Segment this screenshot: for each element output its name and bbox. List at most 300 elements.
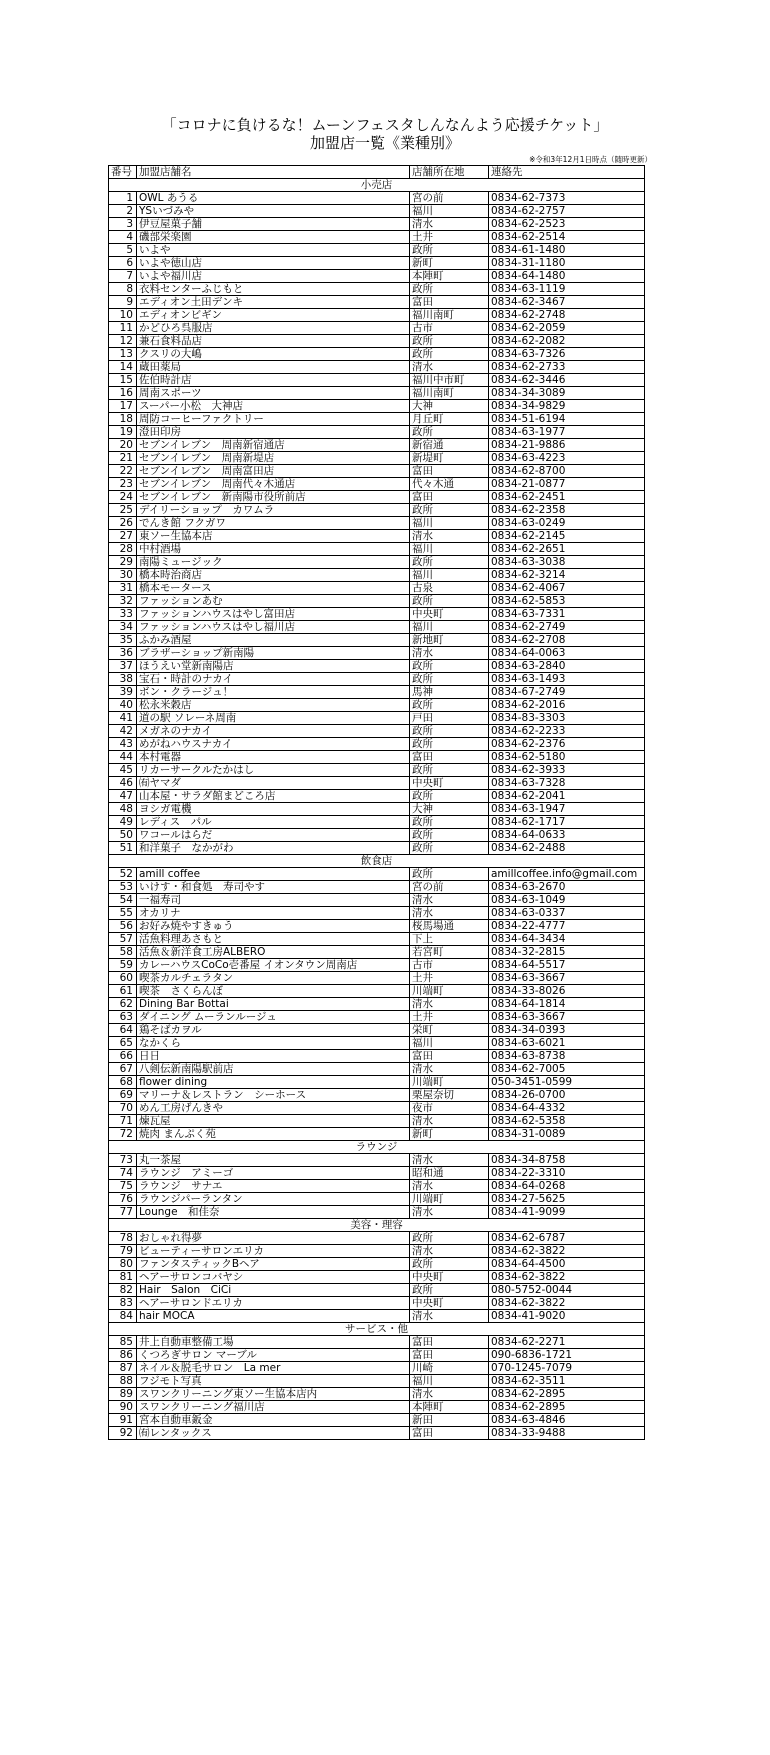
store-number: 59: [109, 959, 137, 972]
store-number: 27: [109, 530, 137, 543]
store-location: 宮の前: [410, 192, 489, 205]
store-location: 福川南町: [410, 387, 489, 400]
store-name: 鶏そばカヲル: [137, 1024, 410, 1037]
store-location: 大神: [410, 400, 489, 413]
store-location: 新町: [410, 257, 489, 270]
store-name: クスリの大嶋: [137, 348, 410, 361]
store-number: 78: [109, 1232, 137, 1245]
table-row: [109, 1063, 645, 1076]
table-row: [109, 1089, 645, 1102]
store-contact: 0834-62-2059: [489, 322, 645, 335]
table-row: [109, 790, 645, 803]
store-contact: 0834-63-3667: [489, 972, 645, 985]
store-contact: 0834-62-5853: [489, 595, 645, 608]
table-row: [109, 1258, 645, 1271]
store-name: エディオン土田デンキ: [137, 296, 410, 309]
store-location: 川崎: [410, 1362, 489, 1375]
store-name: セブンイレブン 周南新宿通店: [137, 439, 410, 452]
store-name: flower dining: [137, 1076, 410, 1089]
store-name: 周防コーヒーファクトリー: [137, 413, 410, 426]
table-row: [109, 335, 645, 348]
store-number: 42: [109, 725, 137, 738]
store-contact: 0834-63-2670: [489, 881, 645, 894]
store-contact: 0834-41-9020: [489, 1310, 645, 1323]
store-number: 30: [109, 569, 137, 582]
store-contact: 0834-62-7373: [489, 192, 645, 205]
store-number: 21: [109, 452, 137, 465]
store-contact: 0834-63-6021: [489, 1037, 645, 1050]
store-contact: 0834-64-5517: [489, 959, 645, 972]
store-name: 伊豆屋菓子舗: [137, 218, 410, 231]
store-location: 政所: [410, 868, 489, 881]
table-row: [109, 712, 645, 725]
store-number: 31: [109, 582, 137, 595]
store-location: 政所: [410, 790, 489, 803]
section-label: 美容・理容: [109, 1219, 645, 1232]
store-location: 福川: [410, 1375, 489, 1388]
store-number: 60: [109, 972, 137, 985]
store-number: 9: [109, 296, 137, 309]
store-contact: 0834-62-2749: [489, 621, 645, 634]
store-contact: 0834-34-9829: [489, 400, 645, 413]
store-number: 3: [109, 218, 137, 231]
table-row: [109, 1076, 645, 1089]
store-name: ヘアーサロンドエリカ: [137, 1297, 410, 1310]
store-name: 橋本モータース: [137, 582, 410, 595]
table-row: [109, 231, 645, 244]
store-contact: 0834-62-2757: [489, 205, 645, 218]
store-name: ラウンジ アミーゴ: [137, 1167, 410, 1180]
store-name: OWL あうる: [137, 192, 410, 205]
store-number: 74: [109, 1167, 137, 1180]
store-contact: 0834-62-2514: [489, 231, 645, 244]
store-contact: 0834-63-3038: [489, 556, 645, 569]
table-row: [109, 1037, 645, 1050]
table-row: [109, 699, 645, 712]
table-row: [109, 283, 645, 296]
store-name: Lounge 和佳奈: [137, 1206, 410, 1219]
store-location: 富田: [410, 491, 489, 504]
table-row: [109, 907, 645, 920]
table-row: [109, 361, 645, 374]
store-location: 清水: [410, 1154, 489, 1167]
store-number: 90: [109, 1401, 137, 1414]
store-location: 新地町: [410, 634, 489, 647]
store-number: 51: [109, 842, 137, 855]
store-name: セブンイレブン 周南新堤店: [137, 452, 410, 465]
store-name: 橋本時治商店: [137, 569, 410, 582]
store-location: 福川: [410, 1037, 489, 1050]
table-row: [109, 543, 645, 556]
store-name: ラウンジ サナエ: [137, 1180, 410, 1193]
section-label: 飲食店: [109, 855, 645, 868]
store-number: 45: [109, 764, 137, 777]
table-row: [109, 881, 645, 894]
table-row: [109, 569, 645, 582]
store-location: 若宮町: [410, 946, 489, 959]
store-location: 川端町: [410, 985, 489, 998]
store-name: セブンイレブン 新南陽市役所前店: [137, 491, 410, 504]
store-number: 70: [109, 1102, 137, 1115]
table-row: [109, 842, 645, 855]
table-row: [109, 1245, 645, 1258]
store-name: ヨシガ電機: [137, 803, 410, 816]
header-name: 加盟店舗名: [137, 166, 410, 179]
store-name: スワンクリーニング東ソー生協本店内: [137, 1388, 410, 1401]
header-location: 店舗所在地: [410, 166, 489, 179]
store-number: 62: [109, 998, 137, 1011]
store-contact: 0834-62-3511: [489, 1375, 645, 1388]
store-contact: 0834-33-9488: [489, 1427, 645, 1440]
table-row: [109, 504, 645, 517]
page-subtitle: 加盟店一覧《業種別》: [309, 134, 460, 152]
store-name: めがねハウスナカイ: [137, 738, 410, 751]
table-row: [109, 257, 645, 270]
store-contact: 0834-62-3933: [489, 764, 645, 777]
store-name: 活魚料理あさもと: [137, 933, 410, 946]
store-location: 富田: [410, 1336, 489, 1349]
store-contact: 0834-64-3434: [489, 933, 645, 946]
store-number: 32: [109, 595, 137, 608]
store-location: 新田: [410, 1414, 489, 1427]
store-name: セブンイレブン 周南代々木通店: [137, 478, 410, 491]
store-location: 富田: [410, 751, 489, 764]
store-number: 49: [109, 816, 137, 829]
store-location: 政所: [410, 1258, 489, 1271]
store-name: 中村酒場: [137, 543, 410, 556]
table-row: [109, 309, 645, 322]
store-name: 南陽ミュージック: [137, 556, 410, 569]
section-header-row: [109, 855, 645, 868]
table-row: [109, 1154, 645, 1167]
store-location: 桜馬場通: [410, 920, 489, 933]
store-contact: 0834-63-0337: [489, 907, 645, 920]
store-name: ファッションハウスはやし福川店: [137, 621, 410, 634]
store-location: 政所: [410, 335, 489, 348]
store-contact: 0834-63-1493: [489, 673, 645, 686]
store-contact: 0834-63-7328: [489, 777, 645, 790]
store-name: いけす・和食処 寿司やす: [137, 881, 410, 894]
store-location: 馬神: [410, 686, 489, 699]
table-row: [109, 1401, 645, 1414]
store-location: 清水: [410, 894, 489, 907]
store-location: 川端町: [410, 1076, 489, 1089]
store-contact: 0834-63-4223: [489, 452, 645, 465]
store-location: 中央町: [410, 777, 489, 790]
table-row: [109, 491, 645, 504]
store-number: 72: [109, 1128, 137, 1141]
store-contact: 0834-62-6787: [489, 1232, 645, 1245]
store-name: 佐伯時計店: [137, 374, 410, 387]
store-contact: 0834-62-3214: [489, 569, 645, 582]
store-number: 2: [109, 205, 137, 218]
store-number: 84: [109, 1310, 137, 1323]
store-location: 福川: [410, 621, 489, 634]
store-contact: 0834-67-2749: [489, 686, 645, 699]
store-location: 清水: [410, 361, 489, 374]
header-contact: 連絡先: [489, 166, 645, 179]
store-name: ㈲ヤマダ: [137, 777, 410, 790]
store-number: 10: [109, 309, 137, 322]
store-location: 清水: [410, 647, 489, 660]
store-contact: 0834-62-2895: [489, 1401, 645, 1414]
store-contact: amillcoffee.info@gmail.com: [489, 868, 645, 881]
store-contact: 0834-21-0877: [489, 478, 645, 491]
store-location: 政所: [410, 816, 489, 829]
store-number: 55: [109, 907, 137, 920]
store-number: 91: [109, 1414, 137, 1427]
store-location: 政所: [410, 699, 489, 712]
table-row: [109, 868, 645, 881]
store-contact: 0834-62-5180: [489, 751, 645, 764]
store-name: 井上自動車整備工場: [137, 1336, 410, 1349]
store-location: 土井: [410, 1011, 489, 1024]
table-row: [109, 647, 645, 660]
store-number: 80: [109, 1258, 137, 1271]
store-name: いよや福川店: [137, 270, 410, 283]
table-row: [109, 296, 645, 309]
store-location: 福川: [410, 543, 489, 556]
store-name: なかくら: [137, 1037, 410, 1050]
store-location: 古市: [410, 959, 489, 972]
table-row: [109, 465, 645, 478]
store-number: 11: [109, 322, 137, 335]
table-row: [109, 660, 645, 673]
store-name: おしゃれ得夢: [137, 1232, 410, 1245]
store-contact: 0834-64-0633: [489, 829, 645, 842]
table-row: [109, 725, 645, 738]
store-number: 85: [109, 1336, 137, 1349]
store-contact: 0834-22-3310: [489, 1167, 645, 1180]
section-label: ラウンジ: [109, 1141, 645, 1154]
store-contact: 0834-83-3303: [489, 712, 645, 725]
store-number: 26: [109, 517, 137, 530]
store-contact: 0834-62-2358: [489, 504, 645, 517]
store-name: 宝石・時計のナカイ: [137, 673, 410, 686]
store-location: 清水: [410, 1180, 489, 1193]
store-number: 92: [109, 1427, 137, 1440]
store-location: 政所: [410, 725, 489, 738]
store-number: 43: [109, 738, 137, 751]
table-row: [109, 439, 645, 452]
store-number: 89: [109, 1388, 137, 1401]
store-name: ファッションあむ: [137, 595, 410, 608]
store-name: エディオンビギン: [137, 309, 410, 322]
store-location: 新町: [410, 1128, 489, 1141]
store-name: ビューティーサロンエリカ: [137, 1245, 410, 1258]
store-name: デイリーショップ カワムラ: [137, 504, 410, 517]
table-row: [109, 829, 645, 842]
store-location: 栗屋奈切: [410, 1089, 489, 1102]
store-location: 清水: [410, 907, 489, 920]
store-location: 富田: [410, 465, 489, 478]
store-number: 44: [109, 751, 137, 764]
store-name: ラウンジパーランタン: [137, 1193, 410, 1206]
store-number: 39: [109, 686, 137, 699]
store-contact: 0834-32-2815: [489, 946, 645, 959]
section-header-row: [109, 1141, 645, 1154]
table-row: [109, 270, 645, 283]
store-contact: 0834-62-3822: [489, 1245, 645, 1258]
store-location: 富田: [410, 1050, 489, 1063]
store-contact: 0834-62-2488: [489, 842, 645, 855]
store-name: 喫茶カルチェラタン: [137, 972, 410, 985]
table-row: [109, 1388, 645, 1401]
store-name: 澄田印房: [137, 426, 410, 439]
store-location: 政所: [410, 1284, 489, 1297]
store-location: 栄町: [410, 1024, 489, 1037]
table-row: [109, 1232, 645, 1245]
store-location: 政所: [410, 504, 489, 517]
store-contact: 0834-33-8026: [489, 985, 645, 998]
store-number: 58: [109, 946, 137, 959]
table-row: [109, 478, 645, 491]
store-contact: 0834-62-5358: [489, 1115, 645, 1128]
store-name: 周南スポーツ: [137, 387, 410, 400]
store-contact: 0834-64-0063: [489, 647, 645, 660]
store-number: 18: [109, 413, 137, 426]
store-location: 政所: [410, 556, 489, 569]
store-contact: 0834-34-8758: [489, 1154, 645, 1167]
table-row: [109, 348, 645, 361]
table-row: [109, 244, 645, 257]
table-row: [109, 1414, 645, 1427]
table-row: [109, 1297, 645, 1310]
store-name: オカリナ: [137, 907, 410, 920]
store-location: 川端町: [410, 1193, 489, 1206]
store-number: 64: [109, 1024, 137, 1037]
store-location: 政所: [410, 1232, 489, 1245]
store-location: 中央町: [410, 608, 489, 621]
store-contact: 0834-62-2708: [489, 634, 645, 647]
store-number: 36: [109, 647, 137, 660]
table-row: [109, 920, 645, 933]
table-row: [109, 738, 645, 751]
store-name: ふかみ酒屋: [137, 634, 410, 647]
store-name: 活魚＆新洋食工房ALBERO: [137, 946, 410, 959]
store-contact: 0834-51-6194: [489, 413, 645, 426]
store-name: くつろぎサロン マーブル: [137, 1349, 410, 1362]
store-number: 6: [109, 257, 137, 270]
table-row: [109, 608, 645, 621]
store-number: 73: [109, 1154, 137, 1167]
store-number: 86: [109, 1349, 137, 1362]
store-location: 福川南町: [410, 309, 489, 322]
store-number: 54: [109, 894, 137, 907]
store-location: 宮の前: [410, 881, 489, 894]
table-row: [109, 1011, 645, 1024]
store-location: 月丘町: [410, 413, 489, 426]
store-contact: 0834-63-0249: [489, 517, 645, 530]
store-name: ネイル＆脱毛サロン La mer: [137, 1362, 410, 1375]
store-number: 68: [109, 1076, 137, 1089]
store-location: 代々木通: [410, 478, 489, 491]
store-contact: 0834-64-4500: [489, 1258, 645, 1271]
store-name: 山本屋・サラダ館まどころ店: [137, 790, 410, 803]
store-name: 煉瓦屋: [137, 1115, 410, 1128]
store-number: 19: [109, 426, 137, 439]
store-name: amill coffee: [137, 868, 410, 881]
table-row: [109, 972, 645, 985]
table-row: [109, 1336, 645, 1349]
table-row: [109, 686, 645, 699]
store-contact: 0834-62-2082: [489, 335, 645, 348]
table-row: [109, 582, 645, 595]
store-name: 東ソー生協本店: [137, 530, 410, 543]
store-name: 兼石食料品店: [137, 335, 410, 348]
store-location: 福川: [410, 205, 489, 218]
store-number: 53: [109, 881, 137, 894]
store-name: スーパー小松 大神店: [137, 400, 410, 413]
store-contact: 0834-62-7005: [489, 1063, 645, 1076]
store-contact: 0834-63-1977: [489, 426, 645, 439]
store-name: Hair Salon CiCi: [137, 1284, 410, 1297]
store-contact: 0834-41-9099: [489, 1206, 645, 1219]
store-number: 77: [109, 1206, 137, 1219]
store-location: 夜市: [410, 1102, 489, 1115]
store-number: 71: [109, 1115, 137, 1128]
store-location: 本陣町: [410, 1401, 489, 1414]
table-row: [109, 1167, 645, 1180]
store-location: 政所: [410, 764, 489, 777]
store-name: 和洋菓子 なかがわ: [137, 842, 410, 855]
store-number: 46: [109, 777, 137, 790]
table-row: [109, 530, 645, 543]
store-contact: 0834-63-1119: [489, 283, 645, 296]
table-row: [109, 1206, 645, 1219]
header-no: 番号: [109, 166, 137, 179]
store-location: 福川: [410, 569, 489, 582]
table-row: [109, 192, 645, 205]
store-contact: 0834-62-2451: [489, 491, 645, 504]
store-contact: 0834-34-0393: [489, 1024, 645, 1037]
store-contact: 0834-62-1717: [489, 816, 645, 829]
store-location: 政所: [410, 244, 489, 257]
store-location: 清水: [410, 1063, 489, 1076]
store-location: 新宿通: [410, 439, 489, 452]
table-row: [109, 1180, 645, 1193]
table-row: [109, 400, 645, 413]
store-contact: 0834-64-0268: [489, 1180, 645, 1193]
table-row: [109, 933, 645, 946]
store-number: 79: [109, 1245, 137, 1258]
store-location: 政所: [410, 738, 489, 751]
store-number: 83: [109, 1297, 137, 1310]
store-name: ブラザーショップ新南陽: [137, 647, 410, 660]
store-location: 政所: [410, 673, 489, 686]
store-number: 38: [109, 673, 137, 686]
table-row: [109, 634, 645, 647]
store-name: 磯部栄楽園: [137, 231, 410, 244]
store-contact: 0834-64-1480: [489, 270, 645, 283]
table-row: [109, 803, 645, 816]
store-location: 下上: [410, 933, 489, 946]
store-contact: 0834-62-2895: [489, 1388, 645, 1401]
table-row: [109, 1193, 645, 1206]
store-name: 喫茶 さくらんぼ: [137, 985, 410, 998]
store-name: いよや徳山店: [137, 257, 410, 270]
store-number: 24: [109, 491, 137, 504]
table-row: [109, 1271, 645, 1284]
table-row: [109, 1024, 645, 1037]
store-location: 清水: [410, 218, 489, 231]
store-number: 48: [109, 803, 137, 816]
store-number: 57: [109, 933, 137, 946]
store-name: 一福寿司: [137, 894, 410, 907]
table-row: [109, 959, 645, 972]
table-row: [109, 1349, 645, 1362]
store-name: 衣料センターふじもと: [137, 283, 410, 296]
